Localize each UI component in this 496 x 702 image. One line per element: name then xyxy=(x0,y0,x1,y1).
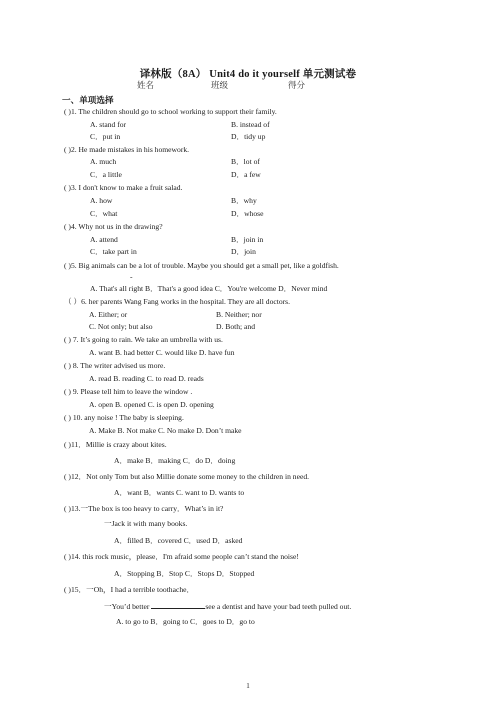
question-1-option-d: D．tidy up xyxy=(231,132,266,141)
question-10-options: A. Make B. Not make C. No make D. Don’t make xyxy=(89,426,242,435)
question-6-option-d: D. Both; and xyxy=(216,322,256,331)
question-12-options: A．want B．wants C. want to D. wants to xyxy=(114,488,245,497)
question-14-stem: ( )14. this rock music，please．I'm afraid some people can’t stand the noise! xyxy=(64,552,299,561)
question-8-stem: ( ) 8. The writer advised us more. xyxy=(64,361,166,370)
question-11-options: A．make B．making C．do D．doing xyxy=(114,456,236,465)
question-2-stem: ( )2. He made mistakes in his homework. xyxy=(64,145,190,154)
question-15-reply-end: see a dentist and have your bad teeth pulled out. xyxy=(205,602,352,611)
section-title: 一、单项选择 xyxy=(62,95,114,105)
question-12-stem: ( )12．Not only Tom but also Millie donate some money to the children in need. xyxy=(64,472,310,481)
question-1-stem: ( )1. The children should go to school working to support their family. xyxy=(64,107,277,116)
question-6-stem: （ ）6. her parents Wang Fang works in the hospital. They are all doctors. xyxy=(64,297,291,306)
question-3-option-c: C．what xyxy=(90,209,118,218)
question-6-option-c: C. Not only; but also xyxy=(89,322,153,331)
answer-blank xyxy=(151,601,205,609)
score-field-label: 得分 xyxy=(288,80,306,90)
question-4-stem: ( )4. Why not us in the drawing? xyxy=(64,222,163,231)
question-11-stem: ( )11．Millie is crazy about kites. xyxy=(64,440,167,449)
name-field-label: 姓名 xyxy=(137,80,155,90)
question-2-option-a: A. much xyxy=(90,157,117,166)
question-13-reply: 一Jack it with many books. xyxy=(104,519,188,528)
question-7-options: A. want B. had better C. would like D. have fun xyxy=(89,348,235,357)
question-2-option-c: C．a little xyxy=(90,170,122,179)
question-8-options: A. read B. reading C. to read D. reads xyxy=(89,374,204,383)
question-3-option-d: D．whose xyxy=(231,209,264,218)
question-7-stem: ( ) 7. It’s going to rain. We take an umbrella with us. xyxy=(64,335,223,344)
question-13-options: A．filled B．covered C．used D．asked xyxy=(114,536,243,545)
question-2-option-b: B．lot of xyxy=(231,157,260,166)
question-15-reply xyxy=(104,601,351,611)
question-9-options: A. open B. opened C. is open D. opening xyxy=(89,400,214,409)
page-title: 译林版（8A） Unit4 do it yourself 单元测试卷 xyxy=(139,69,357,80)
question-10-stem: ( ) 10. any noise ! The baby is sleeping. xyxy=(64,413,184,422)
question-9-stem: ( ) 9. Please tell him to leave the window . xyxy=(64,387,193,396)
question-3-stem: ( )3. I don't know to make a fruit salad. xyxy=(64,183,183,192)
question-4-option-a: A. attend xyxy=(90,235,118,244)
question-1-option-c: C．put in xyxy=(90,132,121,141)
question-14-options: A．Stopping B．Stop C．Stops D．Stopped xyxy=(114,569,255,578)
question-6-option-a: A. Either; or xyxy=(89,310,128,319)
question-4-option-b: B．join in xyxy=(231,235,264,244)
class-field-label: 班级 xyxy=(211,80,229,90)
question-15-options: A. to go to B．going to C．goes to D．go to xyxy=(116,617,255,626)
question-3-option-a: A. how xyxy=(90,196,113,205)
page-number: 1 xyxy=(246,682,250,690)
question-6-option-b: B. Neither; nor xyxy=(216,310,262,319)
question-3-option-b: B．why xyxy=(231,196,257,205)
question-2-option-d: D．a few xyxy=(231,170,261,179)
question-15-stem: ( )15．一Oh，I had a terrible toothache． xyxy=(64,585,195,594)
question-5-stem: ( )5. Big animals can be a lot of trouble. Maybe you should get a small pet, like a goldfish. xyxy=(64,261,339,270)
question-5-dash: - xyxy=(130,272,133,281)
question-4-option-d: D．join xyxy=(231,247,256,256)
question-1-option-a: A. stand for xyxy=(90,120,127,129)
question-15-reply-start: 一You’d better xyxy=(104,602,152,611)
question-13-stem: ( )13.一The box is too heavy to carry．What’s in it? xyxy=(64,504,224,513)
question-1-option-b: B. instead of xyxy=(231,120,270,129)
question-5-options: A. That's all right B．That's a good idea C．You're welcome D．Never mind xyxy=(90,284,328,293)
question-4-option-c: C．take part in xyxy=(90,247,137,256)
